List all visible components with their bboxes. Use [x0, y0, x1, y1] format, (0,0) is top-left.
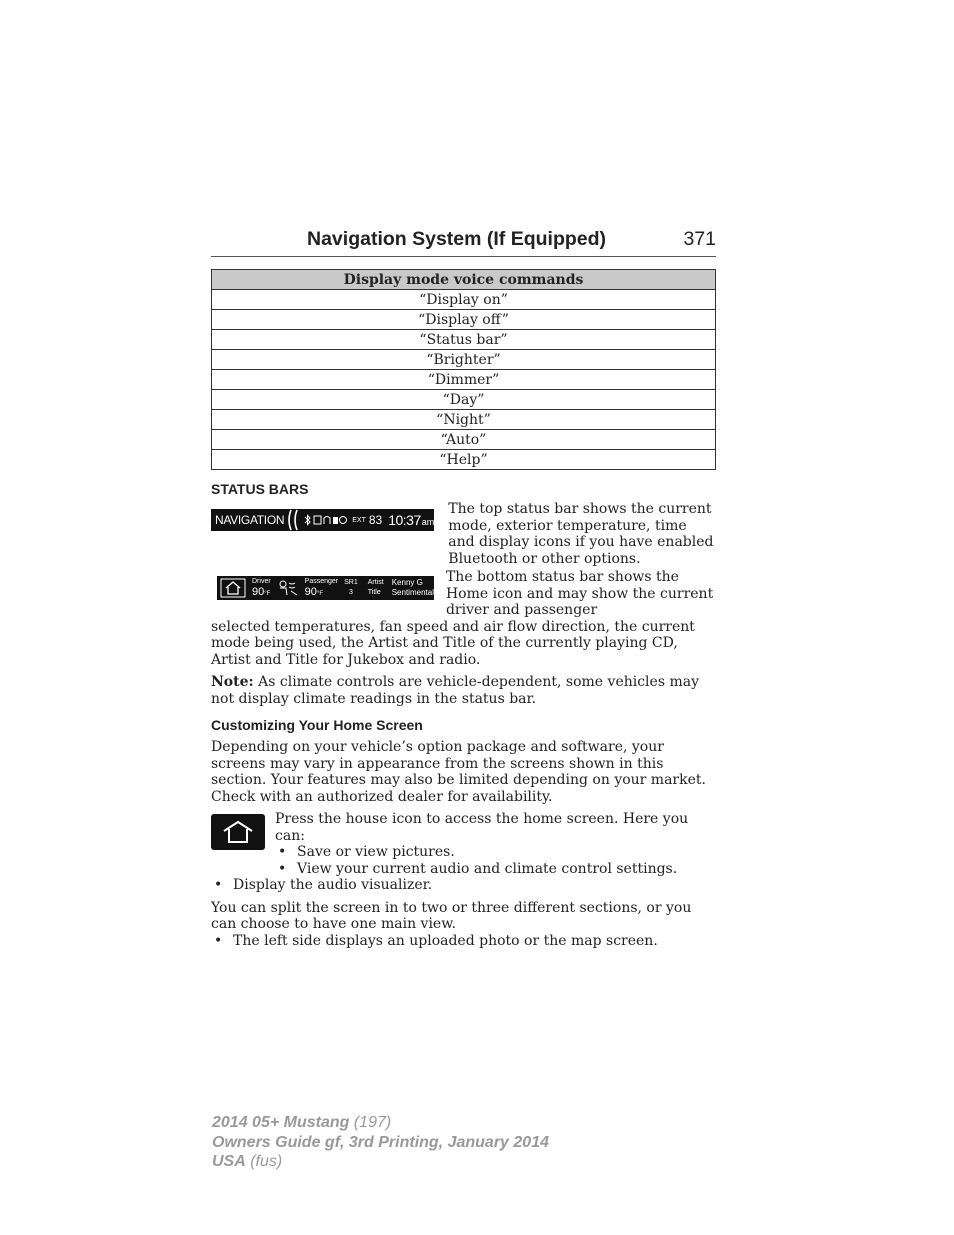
footer-market: USA [212, 1153, 246, 1170]
footer-guide: Owners Guide gf, 3rd Printing, January 2014 [212, 1133, 549, 1151]
page-content [211, 228, 716, 949]
title-label: Title [367, 589, 381, 596]
passenger-label: Passenger [304, 578, 339, 585]
home-intro: Depending on your vehicle’s option package and software, your screens may vary in appearance from the screens shown in this section. Your features may also be limited depending on your market. Check with an authorized dealer for availability. [211, 739, 706, 805]
page-header [211, 228, 716, 257]
list-item: • Save or view pictures. [275, 844, 716, 861]
table-row [212, 450, 716, 470]
bottom-status-bar-image [217, 576, 434, 600]
exterior-temp: 83 [368, 513, 383, 527]
home-screen-heading: Customizing Your Home Screen [211, 717, 423, 733]
table-row [212, 310, 716, 330]
ampm: am [421, 516, 435, 527]
top-bar-description: The top status bar shows the current mode, exterior temperature, time and display icons if you have enabled Bluetooth or other options. [448, 501, 714, 567]
degree-unit: °F [264, 591, 271, 597]
table-cell: “Night” [212, 410, 716, 430]
top-status-bar-row [211, 501, 716, 567]
home-icon [220, 578, 246, 598]
passenger-temp: 90 [304, 586, 317, 598]
footer-model-code: (197) [349, 1114, 392, 1131]
table-row [212, 330, 716, 350]
time: 10:37 [388, 512, 421, 528]
table-row [212, 430, 716, 450]
house-icon [221, 819, 255, 845]
track-values [392, 578, 434, 598]
status-bars-heading: STATUS BARS [211, 481, 309, 497]
press-house-text: Press the house icon to access the home screen. Here you can: [275, 811, 689, 844]
song-value: Sentimental [391, 588, 434, 597]
note-text: As climate controls are vehicle-dependent, some vehicles may not display climate readings in the status bar. [211, 674, 699, 707]
bottom-bar-description-cont: selected temperatures, fan speed and air flow direction, the current mode being used, the Artist and Title of the currently playing CD, Artist and Title for Jukebox and radio. [211, 618, 695, 668]
note-label: Note: [211, 674, 254, 690]
bottom-bar-description: The bottom status bar shows the Home icon and may show the current driver and passenger [445, 569, 714, 618]
table-cell: “Dimmer” [212, 370, 716, 390]
track-labels [368, 578, 384, 598]
table-row [212, 370, 716, 390]
list-item: • View your current audio and climate control settings. [275, 861, 716, 878]
artist-value: Kenny G [391, 578, 423, 587]
mode-label: NAVIGATION [215, 513, 285, 527]
list-item: • The left side displays an uploaded photo or the map screen. [211, 933, 716, 950]
table-row [212, 290, 716, 310]
channel-band: SR1 [344, 579, 358, 586]
footer-model: 2014 05+ Mustang [212, 1114, 350, 1131]
degree-unit: °F [316, 591, 323, 597]
house-icon-box [211, 814, 265, 850]
page-number: 371 [683, 228, 716, 250]
table-row [212, 390, 716, 410]
bracket-divider-icon [286, 509, 302, 531]
table-header: Display mode voice commands [212, 270, 716, 290]
split-screen-list [211, 933, 716, 950]
table-cell: “Display off” [212, 310, 716, 330]
voice-commands-table [211, 269, 716, 470]
section-title: Navigation System (If Equipped) [307, 228, 607, 250]
status-icons [313, 514, 347, 526]
table-cell: “Day” [212, 390, 716, 410]
driver-climate [252, 577, 271, 599]
artist-label: Artist [367, 579, 384, 586]
driver-label: Driver [252, 578, 271, 585]
page-footer [212, 1113, 549, 1172]
passenger-climate [305, 577, 338, 599]
home-options-list [275, 844, 716, 877]
footer-market-code: (fus) [245, 1153, 283, 1170]
table-cell: “Display on” [212, 290, 716, 310]
channel-info [344, 578, 358, 598]
channel-number: 3 [349, 589, 353, 596]
fan-airflow-icon [277, 579, 299, 597]
driver-temp: 90 [252, 586, 265, 598]
home-options-list-cont [211, 877, 716, 894]
table-cell: “Help” [212, 450, 716, 470]
top-status-bar-image [211, 509, 434, 531]
bottom-status-bar-row [211, 569, 716, 619]
table-cell: “Auto” [212, 430, 716, 450]
split-screen-text: You can split the screen in to two or three different sections, or you can choose to have one main view. [211, 899, 692, 932]
bluetooth-icon [304, 514, 311, 526]
list-item: • Display the audio visualizer. [211, 877, 716, 894]
ext-label: EXT [352, 516, 366, 524]
note-paragraph [211, 674, 716, 707]
table-cell: “Status bar” [212, 330, 716, 350]
table-row [212, 350, 716, 370]
table-row [212, 410, 716, 430]
home-icon-row [211, 811, 716, 877]
table-cell: “Brighter” [212, 350, 716, 370]
